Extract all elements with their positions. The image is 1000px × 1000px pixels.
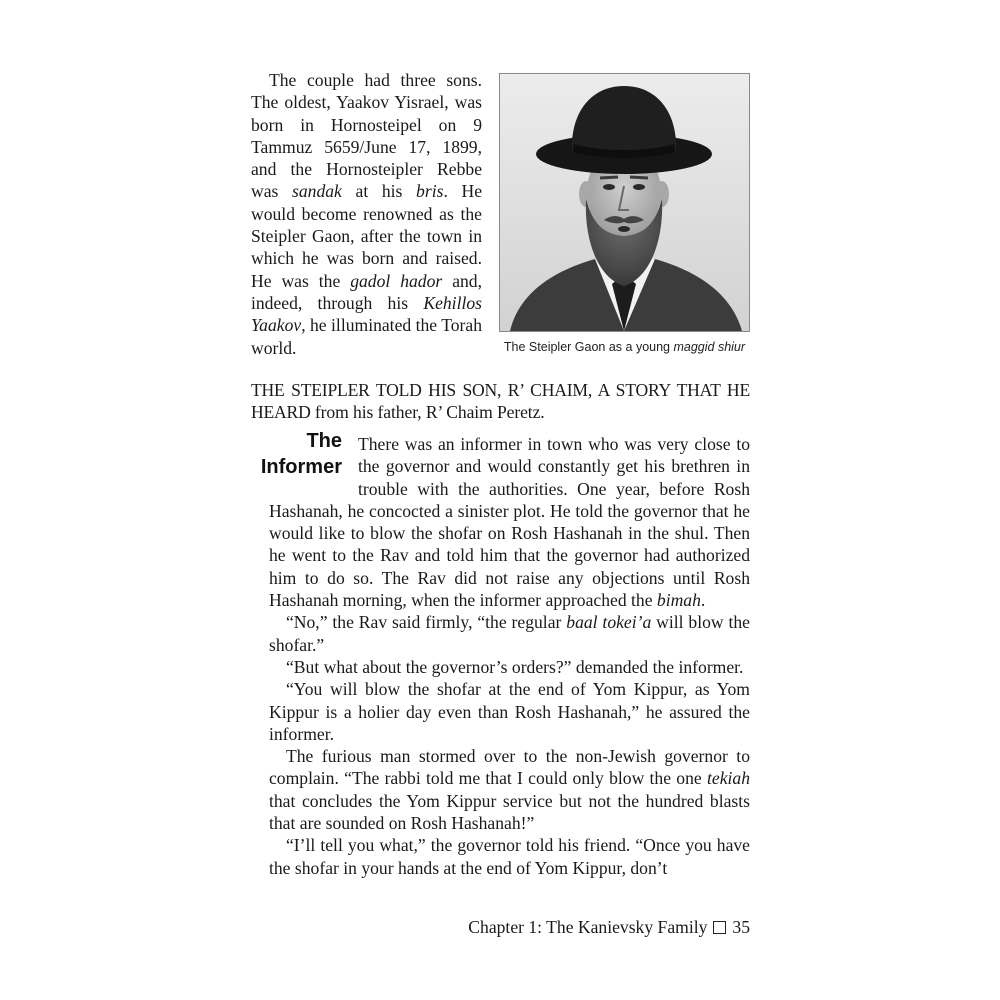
body-italic-term: baal tokei’a xyxy=(566,612,652,633)
body-text: The furious man stormed over to the non-Jewish governor to complain. “The rabbi told me that I could only blow the one xyxy=(269,746,750,789)
intro-text: , he illuminated the Torah world. xyxy=(251,315,482,358)
section-heading-line: Informer xyxy=(260,456,342,478)
body-paragraph: “You will blow the shofar at the end of Yom Kippur, as Yom Kippur is a holier day even than Rosh Hashanah,” he assured the informer. xyxy=(269,679,750,744)
intro-text: and, indeed, through his xyxy=(251,270,482,313)
body-paragraph: “But what about the governor’s orders?” demanded the informer. xyxy=(286,656,744,677)
intro-italic-term: bris xyxy=(416,181,444,202)
portrait-photo xyxy=(499,73,750,332)
intro-text: The couple had three sons. The oldest, Yaakov Yisrael, was born in Hornosteipel on 9 Tammuz 5659/June 17, 1899, and the Hornosteipler Rebbe was xyxy=(251,70,482,202)
body-text: that concludes the Yom Kippur service but not the hundred blasts that are sounded on Rosh Hashanah!” xyxy=(269,790,750,834)
caption-italic: maggid shiur xyxy=(673,340,746,354)
body-paragraph xyxy=(269,611,750,656)
body-text: . xyxy=(700,590,706,611)
photo-figure xyxy=(499,73,750,354)
lead-text: from his father, R’ Chaim Peretz. xyxy=(310,402,545,423)
chapter-title: Chapter 1: The Kanievsky Family xyxy=(468,917,708,937)
intro-italic-term: sandak xyxy=(292,181,342,202)
body-paragraph xyxy=(269,745,750,834)
intro-italic-term: Kehillos Yaakov xyxy=(251,292,482,336)
intro-text: . He would become renowned as the Steipler Gaon, after the town in which he was born and raised. He was the xyxy=(251,181,482,291)
caption-text: The Steipler Gaon as a young xyxy=(503,340,674,354)
body-italic-term: tekiah xyxy=(707,768,750,789)
body-text: “No,” the Rav said firmly, “the regular xyxy=(286,612,567,633)
body-italic-term: bimah xyxy=(656,590,701,611)
story-body xyxy=(269,433,750,879)
page-number: 35 xyxy=(732,917,750,937)
intro-italic-term: gadol hador xyxy=(350,270,443,291)
body-paragraph: “I’ll tell you what,” the governor told his friend. “Once you have the shofar in your hands at the end of Yom Kippur, don’t xyxy=(269,835,750,878)
photo-caption xyxy=(499,340,750,354)
lead-small-caps: THE STEIPLER TOLD HIS SON, R’ CHAIM, A STORY THAT HE HEARD xyxy=(251,380,750,423)
body-text: There was an informer in town who was very close to the governor and would constantly get his brethren in trouble with the authorities. One year, before Rosh Hashanah, he concocted a sinister plot. He told the governor that he would like to blow the shofar on Rosh Hashanah in the shul. Then he went to the Rav and told him that the governor had authorized him to do so. The Rav did not raise any objections until Rosh Hashanah morning, when the informer approached the xyxy=(269,434,750,611)
intro-text: at his xyxy=(341,181,417,202)
intro-paragraph xyxy=(251,69,482,359)
lead-in-paragraph xyxy=(251,379,750,424)
separator-box-icon xyxy=(713,921,726,934)
body-text: will blow the shofar.” xyxy=(269,612,750,655)
running-footer xyxy=(460,917,750,938)
section-heading-line: The xyxy=(306,430,342,452)
